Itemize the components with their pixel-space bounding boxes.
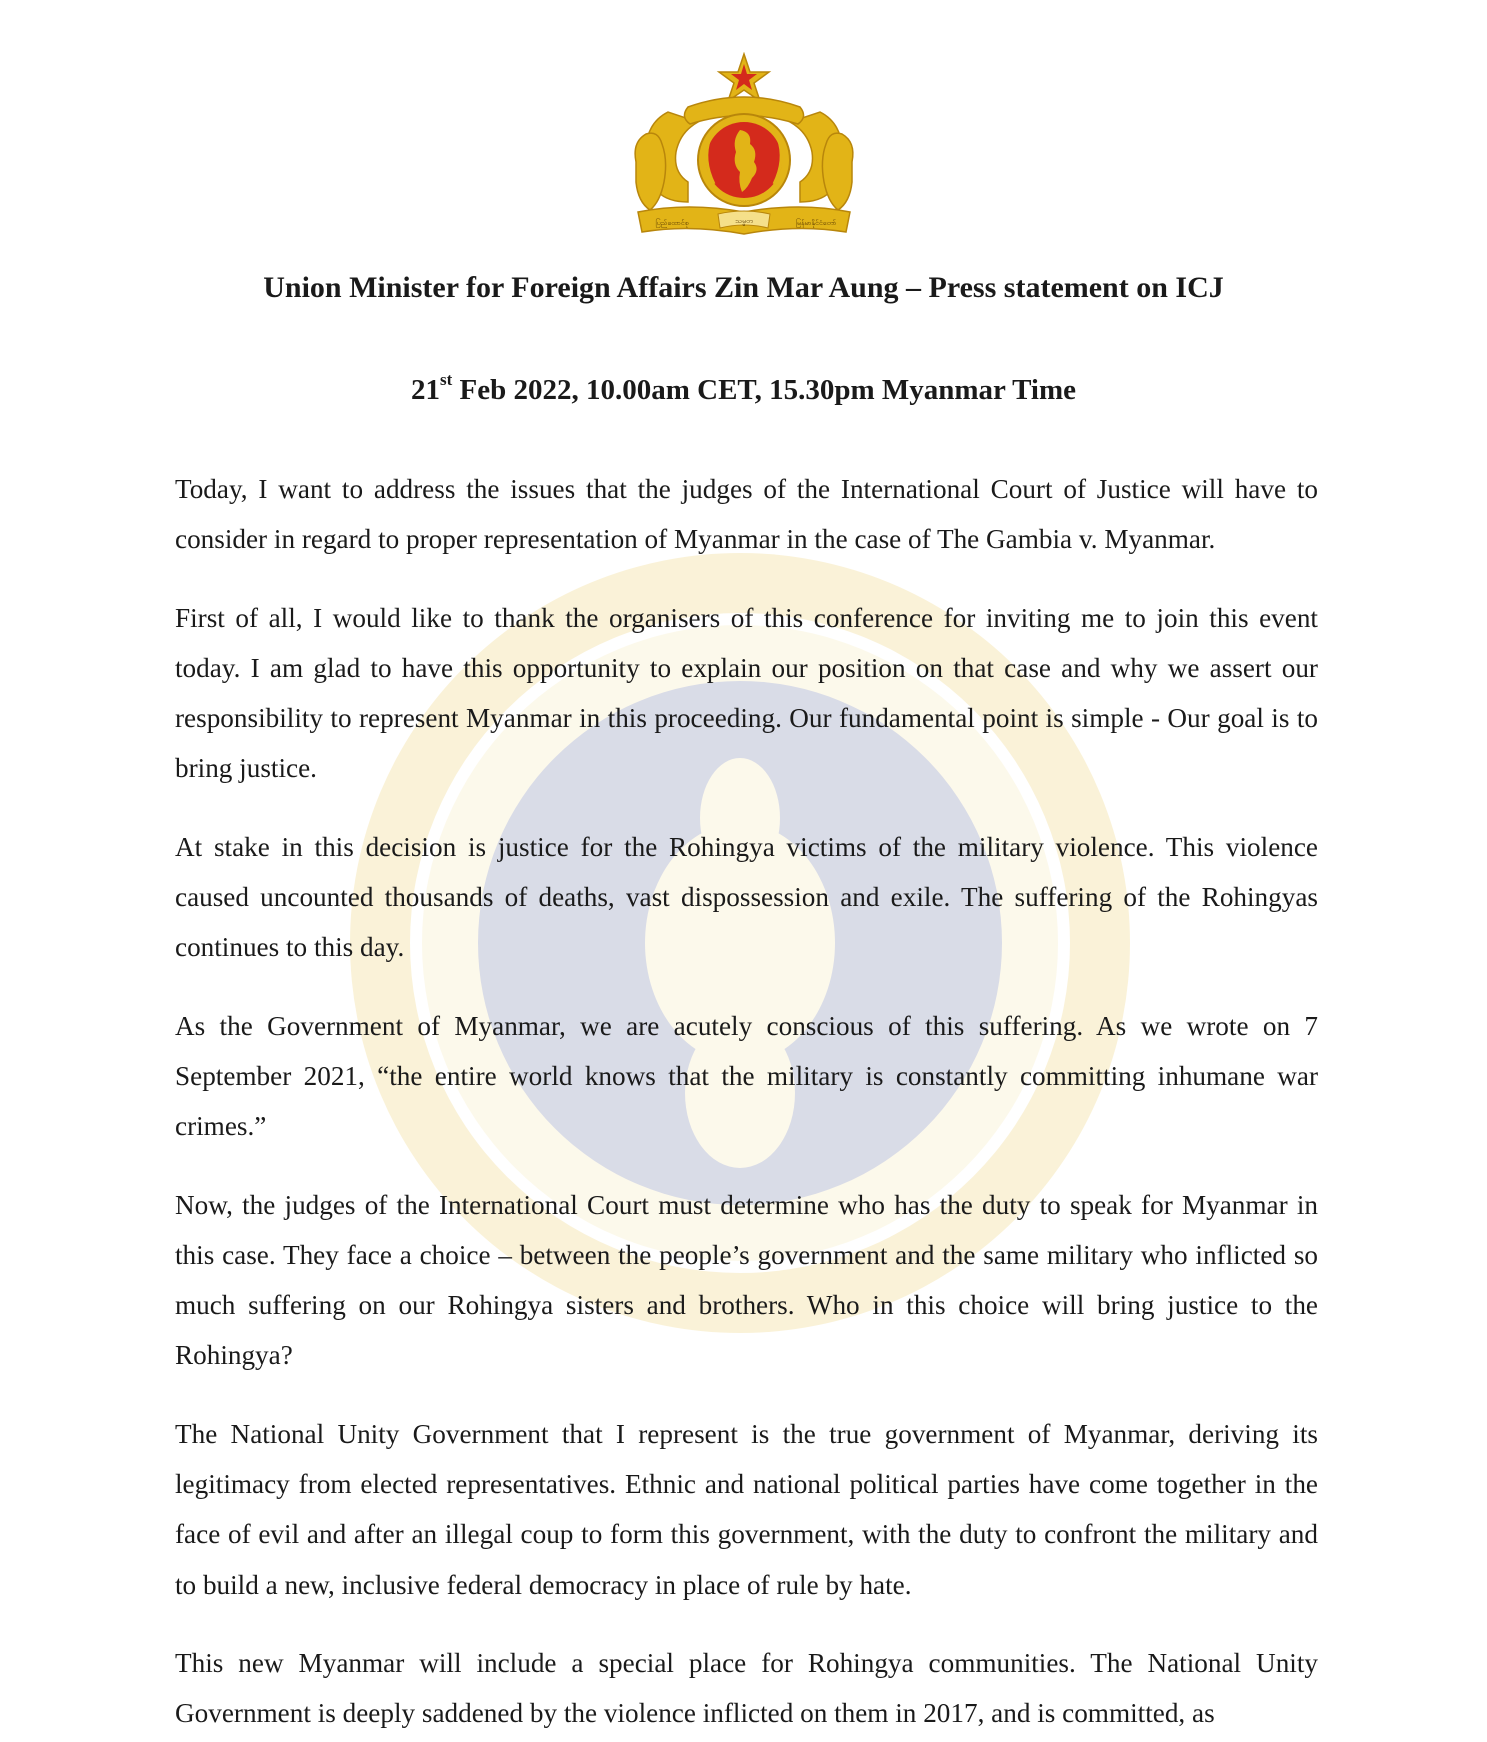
paragraph-1: Today, I want to address the issues that the judges of the International Court of Justice will have to consider in regard to proper representation of Myanmar in the case of The Gambia v. Myanmar. [175, 474, 1318, 555]
date-rest: Feb 2022, 10.00am CET, 15.30pm Myanmar Time [452, 374, 1077, 406]
page-title: Union Minister for Foreign Affairs Zin Mar Aung – Press statement on ICJ [263, 271, 1224, 304]
paragraph-2: First of all, I would like to thank the organisers of this conference for inviting me to join this event today. I am glad to have this opportunity to explain our position on that case and why we assert our responsibility to represent Myanmar in this proceeding. Our fundamental point is simple - Our goal is to bring justice. [175, 602, 1318, 784]
dateline [0, 370, 1487, 410]
date-day: 21 [410, 374, 440, 406]
paragraph-3: At stake in this decision is justice for the Rohingya victims of the military violence. This violence caused uncounted thousands of deaths, vast dispossession and exile. The suffering of the Rohingyas continues to this day. [175, 831, 1318, 963]
paragraph-7: This new Myanmar will include a special place for Rohingya communities. The National Unity Government is deeply saddened by the violence inflicted on them in 2017, and is committed, as [175, 1647, 1318, 1729]
date-suffix: st [439, 370, 453, 390]
emblem-banner-center: သမ္မတ [735, 217, 753, 225]
emblem-banner-left: ပြည်ထောင်စု [655, 219, 689, 227]
emblem-banner-right: မြန်မာနိုင်ငံတော် [795, 219, 837, 227]
state-seal-emblem-icon [628, 52, 860, 244]
paragraph-5: Now, the judges of the International Court must determine who has the duty to speak for Myanmar in this case. They face a choice – between the people’s government and the same military who inflicted so much suffering on our Rohingya sisters and brothers. Who in this choice will bring justice to the Rohingya? [175, 1189, 1318, 1371]
paragraph-4: As the Government of Myanmar, we are acutely conscious of this suffering. As we wrote on 7 September 2021, “the entire world knows that the military is constantly committing inhumane war crimes.” [175, 1010, 1318, 1142]
statement-body [175, 464, 1318, 1742]
paragraph-6: The National Unity Government that I represent is the true government of Myanmar, deriving its legitimacy from elected representatives. Ethnic and national political parties have come together in the face of evil and after an illegal coup to form this government, with the duty to confront the military and to build a new, inclusive federal democracy in place of rule by hate. [175, 1418, 1318, 1600]
